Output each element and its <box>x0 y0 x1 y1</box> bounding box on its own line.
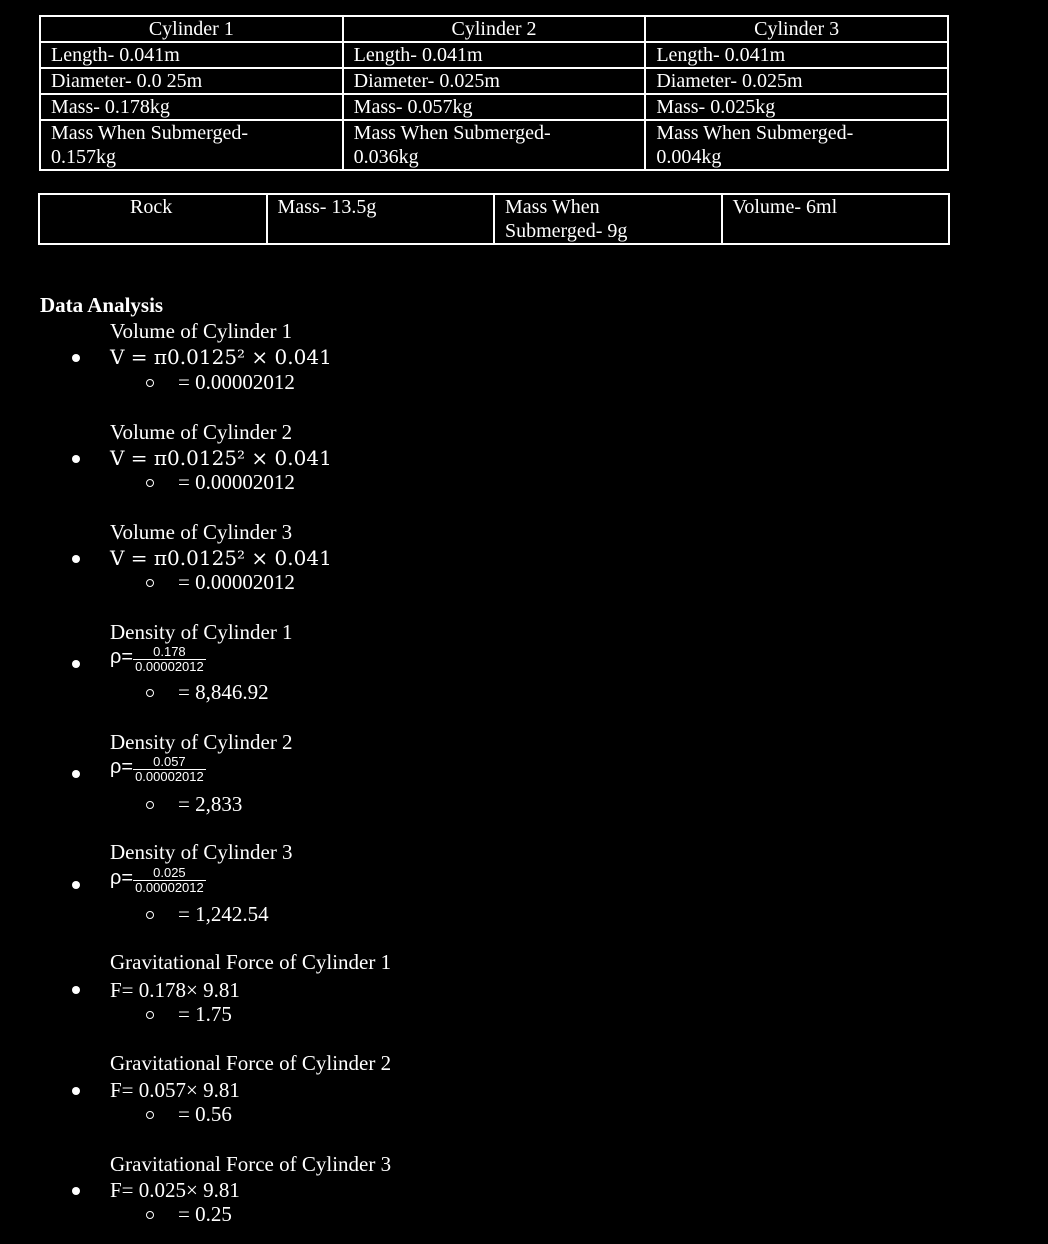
sub-bullet-icon <box>146 379 154 387</box>
density-1-result: = 8,846.92 <box>178 680 269 704</box>
sub-bullet-icon <box>146 911 154 919</box>
cylinder-1-mass: Mass- 0.178kg <box>40 94 343 120</box>
density-3-result: = 1,242.54 <box>178 902 269 926</box>
density-3-fraction <box>133 866 206 895</box>
force-3-title: Gravitational Force of Cylinder 3 <box>110 1152 392 1176</box>
sub-bullet-icon <box>146 1011 154 1019</box>
force-2-formula: F= 0.057× 9.81 <box>110 1078 240 1102</box>
density-1-numerator: 0.178 <box>153 644 186 659</box>
density-1-formula <box>110 645 206 674</box>
cylinder-3-diameter: Diameter- 0.025m <box>645 68 948 94</box>
cylinder-2-mass: Mass- 0.057kg <box>343 94 646 120</box>
rock-submerged-line2: Submerged- 9g <box>505 220 628 242</box>
density-3-numerator: 0.025 <box>153 865 186 880</box>
bullet-icon <box>72 770 80 778</box>
force-2-title: Gravitational Force of Cylinder 2 <box>110 1051 392 1075</box>
density-3-denominator: 0.00002012 <box>135 880 204 895</box>
rock-mass: Mass- 13.5g <box>267 194 495 244</box>
cylinder-1-submerged <box>40 120 343 170</box>
sub-bullet-icon <box>146 689 154 697</box>
rho-symbol: ρ= <box>110 867 134 890</box>
density-2-title: Density of Cylinder 2 <box>110 730 293 754</box>
force-1-result: = 1.75 <box>178 1002 232 1026</box>
rock-table <box>38 193 950 245</box>
cylinder-3-submerged-value: 0.004kg <box>656 146 722 168</box>
bullet-icon <box>72 555 80 563</box>
sub-bullet-icon <box>146 579 154 587</box>
volume-2-title: Volume of Cylinder 2 <box>110 420 293 444</box>
cylinder-3-header: Cylinder 3 <box>645 16 948 42</box>
rock-label: Rock <box>39 194 267 244</box>
force-2-result: = 0.56 <box>178 1102 232 1126</box>
density-3-formula <box>110 866 206 895</box>
cylinder-1-submerged-label: Mass When Submerged- <box>51 122 249 144</box>
volume-1-result: = 0.00002012 <box>178 370 295 394</box>
bullet-icon <box>72 881 80 889</box>
density-2-fraction <box>133 755 206 784</box>
cylinder-1-diameter: Diameter- 0.0 25m <box>40 68 343 94</box>
cylinder-table <box>39 15 949 171</box>
sub-bullet-icon <box>146 801 154 809</box>
sub-bullet-icon <box>146 479 154 487</box>
cylinder-1-header: Cylinder 1 <box>40 16 343 42</box>
data-analysis-heading: Data Analysis <box>40 293 164 317</box>
density-2-formula <box>110 755 206 784</box>
volume-1-title: Volume of Cylinder 1 <box>110 319 293 343</box>
cylinder-1-length: Length- 0.041m <box>40 42 343 68</box>
cylinder-3-length: Length- 0.041m <box>645 42 948 68</box>
force-3-result: = 0.25 <box>178 1202 232 1226</box>
density-1-title: Density of Cylinder 1 <box>110 620 293 644</box>
volume-3-formula: V = π0.0125² × 0.041 <box>110 546 332 570</box>
density-2-numerator: 0.057 <box>153 754 186 769</box>
volume-1-formula: V = π0.0125² × 0.041 <box>110 345 332 369</box>
bullet-icon <box>72 354 80 362</box>
density-1-fraction <box>133 645 206 674</box>
force-3-formula: F= 0.025× 9.81 <box>110 1178 240 1202</box>
cylinder-2-diameter: Diameter- 0.025m <box>343 68 646 94</box>
cylinder-3-submerged-label: Mass When Submerged- <box>656 122 854 144</box>
bullet-icon <box>72 660 80 668</box>
cylinder-2-length: Length- 0.041m <box>343 42 646 68</box>
volume-3-title: Volume of Cylinder 3 <box>110 520 293 544</box>
density-1-denominator: 0.00002012 <box>135 659 204 674</box>
density-2-result: = 2,833 <box>178 792 243 816</box>
bullet-icon <box>72 986 80 994</box>
volume-3-result: = 0.00002012 <box>178 570 295 594</box>
density-2-denominator: 0.00002012 <box>135 769 204 784</box>
force-1-formula: F= 0.178× 9.81 <box>110 978 240 1002</box>
bullet-icon <box>72 455 80 463</box>
rho-symbol: ρ= <box>110 756 134 779</box>
volume-2-formula: V = π0.0125² × 0.041 <box>110 446 332 470</box>
cylinder-2-header: Cylinder 2 <box>343 16 646 42</box>
rock-volume: Volume- 6ml <box>722 194 950 244</box>
rock-submerged-line1: Mass When <box>505 196 600 218</box>
bullet-icon <box>72 1187 80 1195</box>
cylinder-3-mass: Mass- 0.025kg <box>645 94 948 120</box>
rho-symbol: ρ= <box>110 646 134 669</box>
density-3-title: Density of Cylinder 3 <box>110 840 293 864</box>
cylinder-2-submerged-value: 0.036kg <box>353 146 419 168</box>
cylinder-1-submerged-value: 0.157kg <box>51 146 116 168</box>
rock-submerged <box>494 194 722 244</box>
cylinder-3-submerged <box>645 120 948 170</box>
sub-bullet-icon <box>146 1211 154 1219</box>
cylinder-2-submerged-label: Mass When Submerged- <box>353 122 551 144</box>
volume-2-result: = 0.00002012 <box>178 470 295 494</box>
sub-bullet-icon <box>146 1111 154 1119</box>
bullet-icon <box>72 1087 80 1095</box>
force-1-title: Gravitational Force of Cylinder 1 <box>110 950 392 974</box>
cylinder-2-submerged <box>343 120 646 170</box>
